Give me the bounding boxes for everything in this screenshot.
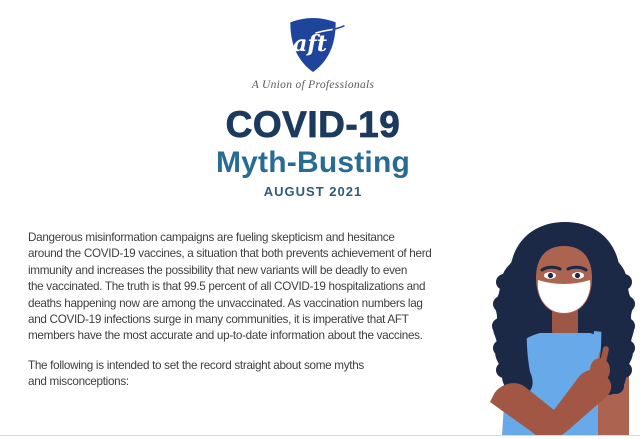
- body-text-line: and misconceptions:: [28, 375, 129, 389]
- body-text-line: members have the most accurate and up-to-date information about the vaccines.: [28, 329, 423, 343]
- issue-date: AUGUST 2021: [263, 184, 363, 199]
- body-text-line: the vaccinated. The truth is that 99.5 percent of all COVID-19 hospitalizations and: [28, 280, 426, 294]
- intro-paragraph: [28, 230, 508, 345]
- aft-monogram: aft: [293, 30, 328, 57]
- logo-tagline: A Union of Professionals: [251, 79, 375, 91]
- masked-woman-illustration: [480, 220, 640, 435]
- body-copy: [28, 230, 508, 404]
- body-text-line: deaths happening now are among the unvaccinated. As vaccination numbers lag: [28, 296, 423, 310]
- page-title: COVID-19: [225, 104, 401, 145]
- body-text-line: The following is intended to set the record straight about some myths: [28, 358, 364, 372]
- page-subtitle: Myth-Busting: [215, 146, 411, 179]
- aft-logo: [0, 18, 640, 91]
- body-text-line: Dangerous misinformation campaigns are fueling skepticism and hesitance: [28, 231, 395, 244]
- body-text-line: around the COVID-19 vaccines, a situation that both prevents achievement of herd: [28, 247, 432, 261]
- bottom-rule: [0, 435, 640, 436]
- lead-in-paragraph: [28, 358, 508, 391]
- aft-shield-icon: [281, 18, 345, 72]
- body-text-line: and COVID-19 infections surge in many communities, it is imperative that AFT: [28, 313, 409, 327]
- body-text-line: immunity and increases the possibility that new variants will be deadly to even: [28, 263, 408, 277]
